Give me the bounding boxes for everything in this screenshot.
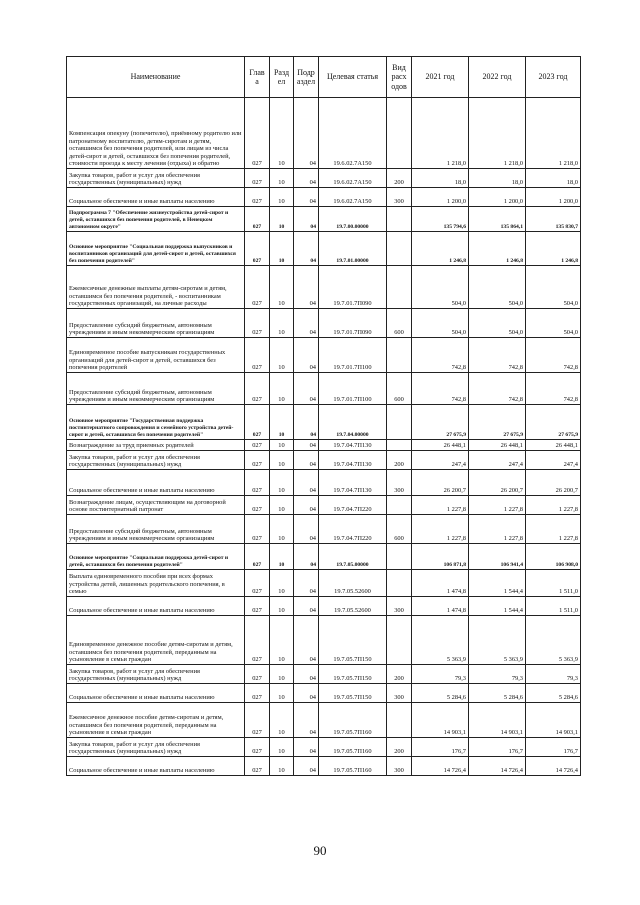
row-amount-2021: 26 448,1: [412, 440, 469, 451]
table-row: [67, 738, 581, 757]
row-expense-type: [387, 544, 412, 570]
row-amount-2021: 1 474,8: [412, 570, 469, 597]
row-subsection: 04: [294, 405, 319, 440]
row-amount-2021: 1 200,0: [412, 188, 469, 207]
row-amount-2022: 1 218,0: [469, 98, 526, 169]
row-amount-2023: 1 227,8: [526, 515, 581, 544]
row-expense-type: 300: [387, 188, 412, 207]
row-subsection: 04: [294, 570, 319, 597]
row-section: 10: [270, 373, 294, 405]
row-subsection: 04: [294, 703, 319, 738]
table-row: [67, 169, 581, 188]
row-chapter: 027: [245, 616, 270, 665]
row-section: 10: [270, 440, 294, 451]
row-subsection: 04: [294, 338, 319, 373]
table-row: [67, 188, 581, 207]
row-target-article: 19.7.05.52600: [319, 570, 387, 597]
row-subsection: 04: [294, 496, 319, 515]
row-target-article: 19.6.02.7А150: [319, 188, 387, 207]
row-subsection: 04: [294, 451, 319, 470]
row-amount-2022: 742,8: [469, 338, 526, 373]
row-amount-2021: 14 726,4: [412, 757, 469, 776]
table-row: [67, 405, 581, 440]
row-subsection: 04: [294, 440, 319, 451]
row-target-article: 19.7.05.52600: [319, 597, 387, 616]
row-expense-type: 300: [387, 757, 412, 776]
row-amount-2022: 5 284,6: [469, 684, 526, 703]
row-target-article: 19.7.05.7П150: [319, 684, 387, 703]
row-amount-2021: 14 903,1: [412, 703, 469, 738]
row-target-article: 19.7.00.00000: [319, 207, 387, 232]
row-name: Закупка товаров, работ и услуг для обеспечения государственных (муниципальных) нужд: [67, 169, 245, 188]
row-name: Социальное обеспечение и иные выплаты населению: [67, 470, 245, 496]
table-row: [67, 232, 581, 266]
row-section: 10: [270, 496, 294, 515]
row-chapter: 027: [245, 207, 270, 232]
row-name: Ежемесячное денежное пособие детям-сиротам и детям, оставшимся без попечения родителей, переданным на усыновление в семьи граждан: [67, 703, 245, 738]
row-section: 10: [270, 207, 294, 232]
row-chapter: 027: [245, 570, 270, 597]
row-name: Вознаграждение лицам, осуществляющим на договорной основе постинтернатный патронат: [67, 496, 245, 515]
row-subsection: 04: [294, 684, 319, 703]
header-section: Разд ел: [270, 57, 294, 98]
budget-table: [66, 56, 581, 776]
row-subsection: 04: [294, 169, 319, 188]
row-amount-2023: 176,7: [526, 738, 581, 757]
row-subsection: 04: [294, 665, 319, 684]
row-target-article: 19.7.01.7П100: [319, 373, 387, 405]
row-expense-type: [387, 232, 412, 266]
row-amount-2022: 1 246,8: [469, 232, 526, 266]
row-chapter: 027: [245, 451, 270, 470]
row-chapter: 027: [245, 757, 270, 776]
row-amount-2021: 1 227,8: [412, 515, 469, 544]
row-target-article: 19.7.04.7П220: [319, 496, 387, 515]
row-expense-type: [387, 338, 412, 373]
row-chapter: 027: [245, 440, 270, 451]
row-chapter: 027: [245, 597, 270, 616]
row-subsection: 04: [294, 309, 319, 338]
row-name: Компенсация опекуну (попечителю), приёмному родителю или патронатному воспитателю, детям-сиротам и детям, оставшимся без попечения родителей, или лицам из числа детей-сирот и детей, оставшихся без попечения родителей, стоимости проезда к месту лечения (отдыха) и обратно: [67, 98, 245, 169]
row-subsection: 04: [294, 597, 319, 616]
row-subsection: 04: [294, 207, 319, 232]
row-expense-type: [387, 440, 412, 451]
row-section: 10: [270, 169, 294, 188]
row-amount-2023: 26 448,1: [526, 440, 581, 451]
row-subsection: 04: [294, 98, 319, 169]
table-row: [67, 496, 581, 515]
row-section: 10: [270, 232, 294, 266]
row-section: 10: [270, 665, 294, 684]
row-amount-2021: 742,8: [412, 373, 469, 405]
table-row: [67, 440, 581, 451]
row-amount-2022: 14 903,1: [469, 703, 526, 738]
header-2023: 2023 год: [526, 57, 581, 98]
row-amount-2023: 504,0: [526, 266, 581, 309]
row-amount-2023: 135 830,7: [526, 207, 581, 232]
row-name: Социальное обеспечение и иные выплаты населению: [67, 597, 245, 616]
row-amount-2021: 1 218,0: [412, 98, 469, 169]
row-amount-2023: 5 363,9: [526, 616, 581, 665]
row-target-article: 19.7.04.7П130: [319, 470, 387, 496]
row-amount-2022: 79,3: [469, 665, 526, 684]
row-section: 10: [270, 738, 294, 757]
row-expense-type: 200: [387, 738, 412, 757]
table-header: [67, 57, 581, 98]
row-name: Основное мероприятие "Государственная поддержка постинтернатного сопровождения и семейного устройства детей-сирот и детей, оставшихся без попечения родителей": [67, 405, 245, 440]
row-amount-2022: 1 544,4: [469, 570, 526, 597]
row-chapter: 027: [245, 338, 270, 373]
row-name: Единовременное денежное пособие детям-сиротам и детям, оставшимся без попечения родителей, переданным на усыновление в семьи граждан: [67, 616, 245, 665]
row-amount-2023: 79,3: [526, 665, 581, 684]
row-amount-2022: 247,4: [469, 451, 526, 470]
row-amount-2022: 504,0: [469, 266, 526, 309]
row-subsection: 04: [294, 266, 319, 309]
row-subsection: 04: [294, 373, 319, 405]
row-amount-2022: 106 941,4: [469, 544, 526, 570]
row-section: 10: [270, 757, 294, 776]
row-amount-2022: 27 675,9: [469, 405, 526, 440]
row-name: Основное мероприятие "Социальная поддержка выпускников и воспитанников организаций для детей-сирот и детей, оставшихся без попечения родителей": [67, 232, 245, 266]
row-amount-2021: 504,0: [412, 309, 469, 338]
row-expense-type: 200: [387, 451, 412, 470]
row-name: Закупка товаров, работ и услуг для обеспечения государственных (муниципальных) нужд: [67, 738, 245, 757]
row-amount-2022: 504,0: [469, 309, 526, 338]
row-amount-2023: 1 511,0: [526, 570, 581, 597]
row-name: Подпрограмма 7 "Обеспечение жизнеустройства детей-сирот и детей, оставшихся без попечения родителей, в Ненецком автономном округе": [67, 207, 245, 232]
header-row: [67, 57, 581, 98]
row-amount-2023: 1 227,8: [526, 496, 581, 515]
row-expense-type: 200: [387, 169, 412, 188]
row-section: 10: [270, 451, 294, 470]
row-name: Предоставление субсидий бюджетным, автономным учреждениям и иным некоммерческим организациям: [67, 309, 245, 338]
row-subsection: 04: [294, 470, 319, 496]
row-amount-2023: 1 218,0: [526, 98, 581, 169]
header-2022: 2022 год: [469, 57, 526, 98]
row-amount-2022: 1 544,4: [469, 597, 526, 616]
row-chapter: 027: [245, 188, 270, 207]
table-row: [67, 98, 581, 169]
row-target-article: 19.7.05.7П150: [319, 665, 387, 684]
row-amount-2021: 1 474,8: [412, 597, 469, 616]
row-target-article: 19.6.02.7А150: [319, 98, 387, 169]
row-target-article: 19.7.01.7П090: [319, 266, 387, 309]
row-subsection: 04: [294, 515, 319, 544]
row-subsection: 04: [294, 616, 319, 665]
row-amount-2022: 18,0: [469, 169, 526, 188]
row-target-article: 19.7.04.00000: [319, 405, 387, 440]
row-expense-type: 600: [387, 373, 412, 405]
row-amount-2021: 135 794,6: [412, 207, 469, 232]
row-amount-2021: 176,7: [412, 738, 469, 757]
row-amount-2021: 247,4: [412, 451, 469, 470]
row-target-article: 19.7.05.00000: [319, 544, 387, 570]
row-chapter: 027: [245, 544, 270, 570]
row-section: 10: [270, 616, 294, 665]
header-expense-type: Вид расх одов: [387, 57, 412, 98]
row-amount-2022: 26 200,7: [469, 470, 526, 496]
row-chapter: 027: [245, 665, 270, 684]
row-name: Вознаграждение за труд приемных родителей: [67, 440, 245, 451]
row-amount-2022: 135 864,1: [469, 207, 526, 232]
row-amount-2021: 5 363,9: [412, 616, 469, 665]
table-body: [67, 98, 581, 776]
row-amount-2021: 18,0: [412, 169, 469, 188]
table-row: [67, 616, 581, 665]
row-section: 10: [270, 703, 294, 738]
row-target-article: 19.7.04.7П130: [319, 440, 387, 451]
row-target-article: 19.7.01.00000: [319, 232, 387, 266]
row-section: 10: [270, 338, 294, 373]
table-row: [67, 684, 581, 703]
row-amount-2021: 1 227,8: [412, 496, 469, 515]
row-expense-type: [387, 98, 412, 169]
row-chapter: 027: [245, 169, 270, 188]
row-name: Закупка товаров, работ и услуг для обеспечения государственных (муниципальных) нужд: [67, 665, 245, 684]
row-name: Выплата единовременного пособия при всех формах устройства детей, лишенных родительского попечения, в семью: [67, 570, 245, 597]
row-amount-2021: 106 871,8: [412, 544, 469, 570]
table-row: [67, 373, 581, 405]
row-name: Социальное обеспечение и иные выплаты населению: [67, 757, 245, 776]
row-chapter: 027: [245, 703, 270, 738]
row-amount-2022: 1 227,8: [469, 496, 526, 515]
row-target-article: 19.7.01.7П090: [319, 309, 387, 338]
row-expense-type: 300: [387, 684, 412, 703]
row-amount-2023: 1 511,0: [526, 597, 581, 616]
row-amount-2023: 247,4: [526, 451, 581, 470]
row-amount-2022: 1 200,0: [469, 188, 526, 207]
table-row: [67, 597, 581, 616]
row-chapter: 027: [245, 266, 270, 309]
row-subsection: 04: [294, 757, 319, 776]
row-subsection: 04: [294, 188, 319, 207]
table-row: [67, 544, 581, 570]
row-amount-2023: 5 284,6: [526, 684, 581, 703]
page-number: 90: [313, 843, 327, 858]
header-chapter: Глав а: [245, 57, 270, 98]
row-amount-2023: 14 903,1: [526, 703, 581, 738]
row-name: Социальное обеспечение и иные выплаты населению: [67, 188, 245, 207]
table-row: [67, 515, 581, 544]
row-expense-type: 600: [387, 515, 412, 544]
row-expense-type: [387, 266, 412, 309]
row-target-article: 19.7.04.7П130: [319, 451, 387, 470]
table-row: [67, 703, 581, 738]
row-chapter: 027: [245, 515, 270, 544]
row-section: 10: [270, 405, 294, 440]
row-chapter: 027: [245, 373, 270, 405]
row-amount-2021: 504,0: [412, 266, 469, 309]
row-amount-2023: 106 908,0: [526, 544, 581, 570]
row-chapter: 027: [245, 309, 270, 338]
row-target-article: 19.7.01.7П100: [319, 338, 387, 373]
table-row: [67, 451, 581, 470]
row-amount-2022: 176,7: [469, 738, 526, 757]
row-amount-2023: 1 200,0: [526, 188, 581, 207]
row-amount-2022: 26 448,1: [469, 440, 526, 451]
row-name: Социальное обеспечение и иные выплаты населению: [67, 684, 245, 703]
row-expense-type: 600: [387, 309, 412, 338]
row-chapter: 027: [245, 470, 270, 496]
row-amount-2023: 742,8: [526, 373, 581, 405]
row-amount-2023: 26 200,7: [526, 470, 581, 496]
row-amount-2022: 742,8: [469, 373, 526, 405]
row-name: Основное мероприятие "Социальная поддержка детей-сирот и детей, оставшихся без попечения родителей": [67, 544, 245, 570]
row-target-article: 19.7.04.7П220: [319, 515, 387, 544]
row-chapter: 027: [245, 405, 270, 440]
row-name: Предоставление субсидий бюджетным, автономным учреждениям и иным некоммерческим организациям: [67, 515, 245, 544]
table-row: [67, 266, 581, 309]
row-section: 10: [270, 266, 294, 309]
row-section: 10: [270, 684, 294, 703]
row-name: Единовременное пособие выпускникам государственных организаций для детей-сирот и детей, оставшихся без попечения родителей: [67, 338, 245, 373]
row-expense-type: [387, 405, 412, 440]
row-amount-2023: 742,8: [526, 338, 581, 373]
row-amount-2023: 18,0: [526, 169, 581, 188]
row-amount-2022: 14 726,4: [469, 757, 526, 776]
row-amount-2023: 1 246,8: [526, 232, 581, 266]
row-chapter: 027: [245, 496, 270, 515]
row-expense-type: [387, 616, 412, 665]
row-expense-type: [387, 570, 412, 597]
row-amount-2023: 14 726,4: [526, 757, 581, 776]
row-target-article: 19.7.05.7П160: [319, 738, 387, 757]
row-amount-2023: 27 675,9: [526, 405, 581, 440]
header-name: Наименование: [67, 57, 245, 98]
header-subsection: Подр аздел: [294, 57, 319, 98]
table-row: [67, 470, 581, 496]
row-expense-type: 300: [387, 470, 412, 496]
row-section: 10: [270, 544, 294, 570]
row-expense-type: [387, 496, 412, 515]
row-section: 10: [270, 309, 294, 338]
row-section: 10: [270, 470, 294, 496]
row-amount-2021: 5 284,6: [412, 684, 469, 703]
row-target-article: 19.7.05.7П150: [319, 616, 387, 665]
row-subsection: 04: [294, 544, 319, 570]
table-row: [67, 207, 581, 232]
row-subsection: 04: [294, 738, 319, 757]
row-target-article: 19.7.05.7П160: [319, 703, 387, 738]
row-amount-2022: 1 227,8: [469, 515, 526, 544]
row-target-article: 19.6.02.7А150: [319, 169, 387, 188]
row-expense-type: 300: [387, 597, 412, 616]
row-section: 10: [270, 570, 294, 597]
row-amount-2021: 26 200,7: [412, 470, 469, 496]
row-chapter: 027: [245, 684, 270, 703]
row-amount-2021: 79,3: [412, 665, 469, 684]
row-expense-type: [387, 207, 412, 232]
row-amount-2021: 742,8: [412, 338, 469, 373]
row-subsection: 04: [294, 232, 319, 266]
table-row: [67, 665, 581, 684]
row-section: 10: [270, 98, 294, 169]
row-name: Ежемесячные денежные выплаты детям-сиротам и детям, оставшимся без попечения родителей, - воспитанникам государственных организаций, на личные расходы: [67, 266, 245, 309]
row-chapter: 027: [245, 738, 270, 757]
row-amount-2021: 27 675,9: [412, 405, 469, 440]
row-name: Предоставление субсидий бюджетным, автономным учреждениям и иным некоммерческим организациям: [67, 373, 245, 405]
row-target-article: 19.7.05.7П160: [319, 757, 387, 776]
row-name: Закупка товаров, работ и услуг для обеспечения государственных (муниципальных) нужд: [67, 451, 245, 470]
table-row: [67, 570, 581, 597]
table-row: [67, 338, 581, 373]
row-amount-2023: 504,0: [526, 309, 581, 338]
row-chapter: 027: [245, 232, 270, 266]
row-section: 10: [270, 597, 294, 616]
row-expense-type: 200: [387, 665, 412, 684]
table-row: [67, 757, 581, 776]
row-section: 10: [270, 515, 294, 544]
header-2021: 2021 год: [412, 57, 469, 98]
row-amount-2021: 1 246,8: [412, 232, 469, 266]
header-target-article: Целевая статья: [319, 57, 387, 98]
table-row: [67, 309, 581, 338]
row-expense-type: [387, 703, 412, 738]
row-amount-2022: 5 363,9: [469, 616, 526, 665]
row-chapter: 027: [245, 98, 270, 169]
row-section: 10: [270, 188, 294, 207]
